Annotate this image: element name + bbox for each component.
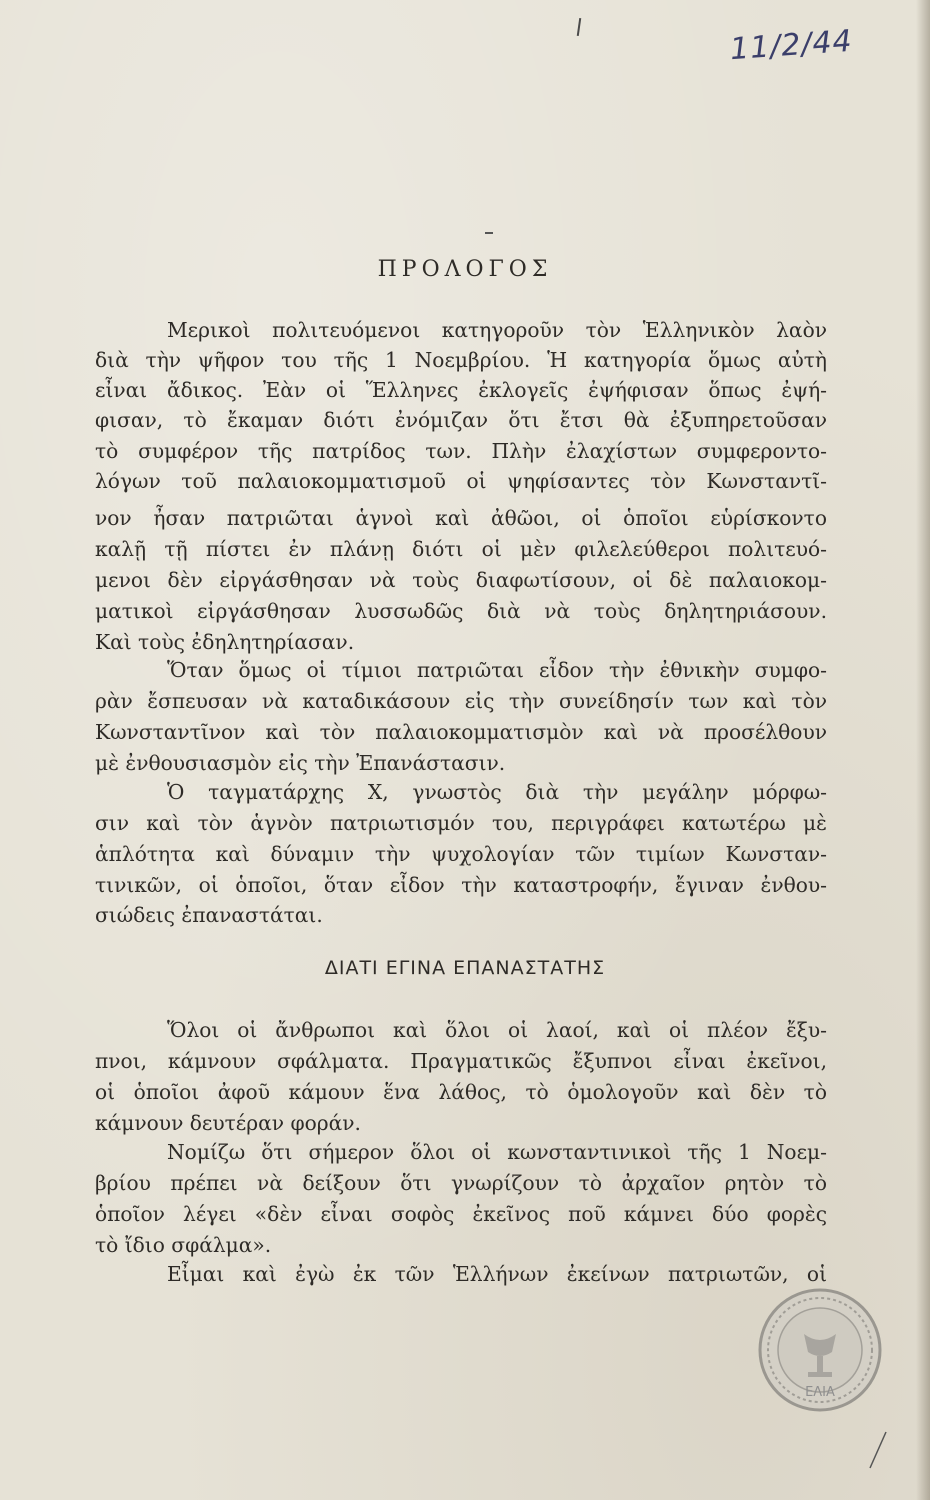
text-line: ἁπλότητα καὶ δύναμιν τὴν ψυχολογίαν τῶν τιμίων Κωνσταν- [95,842,827,866]
text-line: Ὅλοι οἱ ἄνθρωποι καὶ ὅλοι οἱ λαοί, καὶ οἱ πλέον ἔξυ- [167,1018,827,1042]
text-line: τὸ ἴδιο σφάλμα». [95,1233,272,1257]
text-line: εἶναι ἄδικος. Ἐὰν οἱ Ἕλληνες ἐκλογεῖς ἐψήφισαν ὅπως ἐψή- [95,378,827,402]
text-line: λόγων τοῦ παλαιοκομματισμοῦ οἱ ψηφίσαντες τὸν Κωνσταντῖ- [95,469,827,493]
text-line: ὁποῖον λέγει «δὲν εἶναι σοφὸς ἐκεῖνος ποῦ κάμνει δύο φορὲς [95,1202,827,1226]
text-line: Ὅταν ὅμως οἱ τίμιοι πατριῶται εἶδον τὴν ἐθνικὴν συμφο- [167,658,827,682]
text-line: Καὶ τοὺς ἐδηλητηρίασαν. [95,630,355,654]
chapter-heading: ΔΙΑΤΙ ΕΓΙΝΑ ΕΠΑΝΑΣΤΑΤΗΣ [324,957,606,979]
pencil-tick-mark [577,18,581,36]
text-line: Νομίζω ὅτι σήμερον ὅλοι οἱ κωνσταντινικοὶ τῆς 1 Νοεμ- [167,1140,827,1164]
text-line: τὸ συμφέρον τῆς πατρίδος των. Πλὴν ἐλαχίστων συμφεροντο- [95,439,827,463]
pencil-dash-mark [485,232,493,234]
text-line: πνοι, κάμνουν σφάλματα. Πραγματικῶς ἔξυπνοι εἶναι ἐκεῖνοι, [95,1049,827,1073]
text-line: Κωνσταντῖνον καὶ τὸν παλαιοκομματισμὸν καὶ νὰ προσέλθουν [95,720,827,744]
text-line: ματικοὶ εἰργάσθησαν λυσσωδῶς διὰ νὰ τοὺς δηλητηριάσουν. [95,599,827,623]
text-line: Μερικοὶ πολιτευόμενοι κατηγοροῦν τὸν Ἑλληνικὸν λαὸν [167,318,827,342]
text-line: μὲ ἐνθουσιασμὸν εἰς τὴν Ἐπανάστασιν. [95,751,506,775]
text-line: βρίου πρέπει νὰ δείξουν ὅτι γνωρίζουν τὸ ἀρχαῖον ρητὸν τὸ [95,1171,827,1195]
text-line: καλῇ τῇ πίστει ἐν πλάνῃ διότι οἱ μὲν φιλελεύθεροι πολιτευό- [95,537,827,561]
text-line: ρὰν ἔσπευσαν νὰ καταδικάσουν εἰς τὴν συνείδησίν των καὶ τὸν [95,689,827,713]
text-line: οἱ ὁποῖοι ἀφοῦ κάμουν ἕνα λάθος, τὸ ὁμολογοῦν καὶ δὲν τὸ [95,1080,827,1104]
text-line: σιν καὶ τὸν ἁγνὸν πατριωτισμόν του, περιγράφει κατωτέρω μὲ [95,811,827,835]
text-line: Ὁ ταγματάρχης Χ, γνωστὸς διὰ τὴν μεγάλην μόρφω- [167,780,827,804]
handwritten-date: 11/2/44 [728,23,854,68]
document-title: ΠΡΟΛΟΓΟΣ [377,257,553,282]
seal-text: ΕΛΙΑ [805,1385,835,1400]
library-seal-icon [756,1286,884,1414]
text-line: διὰ τὴν ψῆφον του τῆς 1 Νοεμβρίου. Ἡ κατηγορία ὅμως αὐτὴ [95,348,827,372]
text-line: σιώδεις ἐπαναστάται. [95,903,323,927]
text-line: κάμνουν δευτέραν φοράν. [95,1111,361,1135]
text-line: τινικῶν, οἱ ὁποῖοι, ὅταν εἶδον τὴν καταστροφήν, ἔγιναν ἐνθου- [95,873,827,897]
paper-edge-shadow [916,0,930,1500]
text-line: Εἶμαι καὶ ἐγὼ ἐκ τῶν Ἑλλήνων ἐκείνων πατριωτῶν, οἱ [167,1262,827,1286]
text-line: νον ἦσαν πατριῶται ἁγνοὶ καὶ ἀθῶοι, οἱ ὁποῖοι εὑρίσκοντο [95,506,827,530]
text-line: φισαν, τὸ ἔκαμαν διότι ἐνόμιζαν ὅτι ἔτσι θὰ ἐξυπηρετοῦσαν [95,408,827,432]
pencil-stroke-mark [866,1430,890,1470]
text-line: μενοι δὲν εἰργάσθησαν νὰ τοὺς διαφωτίσουν, οἱ δὲ παλαιοκομ- [95,568,827,592]
